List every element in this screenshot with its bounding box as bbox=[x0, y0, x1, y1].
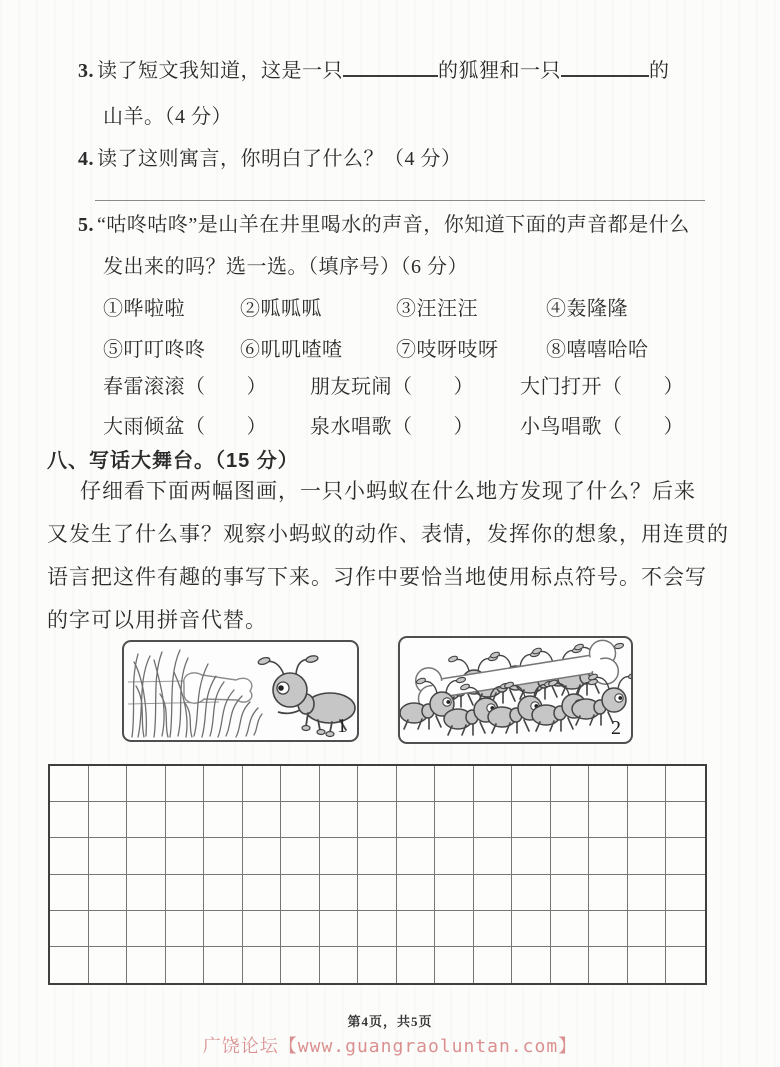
grid-cell[interactable] bbox=[551, 947, 590, 983]
essay-instructions-line2: 又发生了什么事？观察小蚂蚁的动作、表情，发挥你的想象，用连贯的 bbox=[47, 522, 729, 546]
grid-cell[interactable] bbox=[512, 802, 551, 838]
grid-cell[interactable] bbox=[243, 875, 282, 911]
section-8-heading: 八、写话大舞台。（15 分） bbox=[47, 450, 299, 472]
grid-cell[interactable] bbox=[89, 947, 128, 983]
grid-cell[interactable] bbox=[666, 802, 705, 838]
grid-cell[interactable] bbox=[166, 947, 205, 983]
grid-cell[interactable] bbox=[358, 875, 397, 911]
grid-cell[interactable] bbox=[435, 802, 474, 838]
grid-cell[interactable] bbox=[628, 875, 667, 911]
grid-cell[interactable] bbox=[50, 875, 89, 911]
option-1: ①哗啦啦 bbox=[103, 298, 185, 320]
grid-cell[interactable] bbox=[435, 766, 474, 802]
matching-item-4[interactable]: 大雨倾盆（ ） bbox=[103, 416, 267, 438]
option-6: ⑥叽叽喳喳 bbox=[240, 339, 343, 361]
option-7: ⑦吱呀吱呀 bbox=[396, 339, 499, 361]
grid-cell[interactable] bbox=[474, 766, 513, 802]
grid-cell[interactable] bbox=[435, 947, 474, 983]
grid-cell[interactable] bbox=[435, 911, 474, 947]
grid-cell[interactable] bbox=[320, 947, 359, 983]
grid-cell[interactable] bbox=[127, 911, 166, 947]
grid-cell[interactable] bbox=[358, 947, 397, 983]
grid-cell[interactable] bbox=[50, 802, 89, 838]
question-5-line2: 发出来的吗？选一选。（填序号）（6 分） bbox=[103, 256, 468, 278]
grid-cell[interactable] bbox=[474, 802, 513, 838]
grid-cell[interactable] bbox=[551, 802, 590, 838]
question-3-blank-1[interactable] bbox=[343, 75, 438, 77]
option-5: ⑤叮叮咚咚 bbox=[103, 339, 206, 361]
grid-cell[interactable] bbox=[127, 802, 166, 838]
grid-cell[interactable] bbox=[551, 911, 590, 947]
question-4-text: 读了这则寓言，你明白了什么？（4 分） bbox=[97, 148, 462, 170]
grid-cell[interactable] bbox=[666, 947, 705, 983]
grid-cell[interactable] bbox=[243, 802, 282, 838]
option-8: ⑧嘻嘻哈哈 bbox=[546, 339, 649, 361]
grid-cell[interactable] bbox=[281, 766, 320, 802]
essay-instructions bbox=[47, 470, 729, 642]
grid-cell[interactable] bbox=[204, 802, 243, 838]
question-5-matching-row1 bbox=[103, 370, 743, 399]
grid-cell[interactable] bbox=[89, 875, 128, 911]
figure-2-illustration bbox=[400, 638, 631, 742]
grid-cell[interactable] bbox=[166, 802, 205, 838]
grid-cell[interactable] bbox=[358, 838, 397, 874]
grid-cell[interactable] bbox=[243, 838, 282, 874]
matching-item-2[interactable]: 朋友玩闹（ ） bbox=[310, 376, 474, 398]
question-3-line2: 山羊。（4 分） bbox=[103, 106, 232, 128]
option-4: ④轰隆隆 bbox=[546, 298, 628, 320]
grid-cell[interactable] bbox=[166, 911, 205, 947]
grid-cell[interactable] bbox=[397, 838, 436, 874]
grid-cell[interactable] bbox=[50, 838, 89, 874]
grid-cell[interactable] bbox=[204, 838, 243, 874]
matching-item-6[interactable]: 小鸟唱歌（ ） bbox=[520, 416, 684, 438]
grid-cell[interactable] bbox=[474, 947, 513, 983]
grid-cell[interactable] bbox=[204, 911, 243, 947]
grid-cell[interactable] bbox=[589, 875, 628, 911]
matching-item-1[interactable]: 春雷滚滚（ ） bbox=[103, 376, 267, 398]
grid-cell[interactable] bbox=[320, 766, 359, 802]
grid-cell[interactable] bbox=[127, 838, 166, 874]
grid-cell[interactable] bbox=[512, 766, 551, 802]
grid-cell[interactable] bbox=[243, 911, 282, 947]
question-4-answer-line[interactable] bbox=[95, 200, 705, 201]
question-4-number: 4. bbox=[78, 148, 94, 170]
grid-cell[interactable] bbox=[512, 875, 551, 911]
figure-2-ants-carry-bone bbox=[398, 636, 633, 744]
watermark-text: 广饶论坛【www.guangraoluntan.com】 bbox=[202, 1036, 578, 1057]
question-5-line1 bbox=[78, 208, 690, 237]
grid-cell[interactable] bbox=[320, 911, 359, 947]
grid-cell[interactable] bbox=[281, 947, 320, 983]
question-3-line1 bbox=[78, 54, 670, 83]
question-3-blank-2[interactable] bbox=[561, 75, 649, 77]
grid-cell[interactable] bbox=[358, 911, 397, 947]
grid-cell[interactable] bbox=[512, 911, 551, 947]
question-3-number: 3. bbox=[78, 60, 94, 82]
option-2: ②呱呱呱 bbox=[240, 298, 322, 320]
grid-cell[interactable] bbox=[628, 838, 667, 874]
grid-cell[interactable] bbox=[127, 766, 166, 802]
matching-item-3[interactable]: 大门打开（ ） bbox=[520, 376, 684, 398]
question-4-line bbox=[78, 142, 462, 171]
grid-cell[interactable] bbox=[397, 911, 436, 947]
essay-instructions-line4: 的字可以用拼音代替。 bbox=[47, 608, 267, 632]
figure-2-label: 2 bbox=[611, 717, 621, 739]
grid-cell[interactable] bbox=[166, 838, 205, 874]
grid-cell[interactable] bbox=[551, 766, 590, 802]
question-3-part3: 的 bbox=[649, 60, 670, 82]
grid-cell[interactable] bbox=[243, 766, 282, 802]
grid-cell[interactable] bbox=[89, 911, 128, 947]
grid-cell[interactable] bbox=[166, 875, 205, 911]
grid-cell[interactable] bbox=[320, 838, 359, 874]
grid-cell[interactable] bbox=[666, 766, 705, 802]
grid-cell[interactable] bbox=[628, 766, 667, 802]
grid-cell[interactable] bbox=[512, 838, 551, 874]
grid-cell[interactable] bbox=[397, 802, 436, 838]
grid-cell[interactable] bbox=[281, 838, 320, 874]
grid-cell[interactable] bbox=[435, 838, 474, 874]
page-number-indicator: 第4页，共5页 bbox=[347, 1014, 433, 1029]
question-5-number: 5. bbox=[78, 214, 94, 236]
grid-cell[interactable] bbox=[243, 947, 282, 983]
grid-cell[interactable] bbox=[589, 911, 628, 947]
grid-cell[interactable] bbox=[474, 838, 513, 874]
question-3-part1: 读了短文我知道，这是一只 bbox=[97, 60, 343, 82]
grid-cell[interactable] bbox=[512, 947, 551, 983]
writing-grid bbox=[48, 764, 707, 985]
grid-cell[interactable] bbox=[320, 875, 359, 911]
figure-1-ant-finds-bone bbox=[122, 640, 359, 742]
grid-cell[interactable] bbox=[204, 875, 243, 911]
grid-cell[interactable] bbox=[204, 947, 243, 983]
grid-cell[interactable] bbox=[589, 947, 628, 983]
grid-cell[interactable] bbox=[166, 766, 205, 802]
grid-cell[interactable] bbox=[666, 911, 705, 947]
grid-cell[interactable] bbox=[50, 911, 89, 947]
grid-cell[interactable] bbox=[50, 947, 89, 983]
question-5-options-row2 bbox=[103, 333, 723, 362]
grid-cell[interactable] bbox=[666, 875, 705, 911]
grid-cell[interactable] bbox=[358, 802, 397, 838]
matching-item-5[interactable]: 泉水唱歌（ ） bbox=[310, 416, 474, 438]
figure-1-label: 1 bbox=[337, 715, 347, 737]
grid-cell[interactable] bbox=[281, 875, 320, 911]
grid-cell[interactable] bbox=[474, 911, 513, 947]
grid-cell[interactable] bbox=[551, 875, 590, 911]
question-5-matching-row2 bbox=[103, 410, 743, 439]
grid-cell[interactable] bbox=[281, 802, 320, 838]
essay-instructions-line3: 语言把这件有趣的事写下来。习作中要恰当地使用标点符号。不会写 bbox=[47, 565, 707, 589]
grid-cell[interactable] bbox=[89, 838, 128, 874]
grid-cell[interactable] bbox=[628, 802, 667, 838]
question-5-options-row1 bbox=[103, 292, 723, 321]
grid-cell[interactable] bbox=[89, 766, 128, 802]
essay-instructions-line1: 仔细看下面两幅图画，一只小蚂蚁在什么地方发现了什么？后来 bbox=[80, 479, 696, 503]
grid-cell[interactable] bbox=[589, 802, 628, 838]
grid-cell[interactable] bbox=[589, 766, 628, 802]
grid-cell[interactable] bbox=[435, 875, 474, 911]
grid-cell[interactable] bbox=[666, 838, 705, 874]
option-3: ③汪汪汪 bbox=[396, 298, 478, 320]
grid-cell[interactable] bbox=[358, 766, 397, 802]
grid-cell[interactable] bbox=[397, 766, 436, 802]
grid-cell[interactable] bbox=[320, 802, 359, 838]
grid-cell[interactable] bbox=[397, 875, 436, 911]
figure-1-illustration bbox=[124, 642, 357, 740]
grid-cell[interactable] bbox=[589, 838, 628, 874]
question-3-part2: 的狐狸和一只 bbox=[438, 60, 561, 82]
grid-cell[interactable] bbox=[281, 911, 320, 947]
grid-cell[interactable] bbox=[628, 947, 667, 983]
grid-cell[interactable] bbox=[127, 947, 166, 983]
grid-cell[interactable] bbox=[397, 947, 436, 983]
grid-cell[interactable] bbox=[204, 766, 243, 802]
grid-cell[interactable] bbox=[628, 911, 667, 947]
grid-cell[interactable] bbox=[551, 838, 590, 874]
grid-cell[interactable] bbox=[50, 766, 89, 802]
grid-cell[interactable] bbox=[474, 875, 513, 911]
grid-cell[interactable] bbox=[89, 802, 128, 838]
question-5-text1: “咕咚咕咚”是山羊在井里喝水的声音，你知道下面的声音都是什么 bbox=[97, 214, 690, 236]
grid-cell[interactable] bbox=[127, 875, 166, 911]
